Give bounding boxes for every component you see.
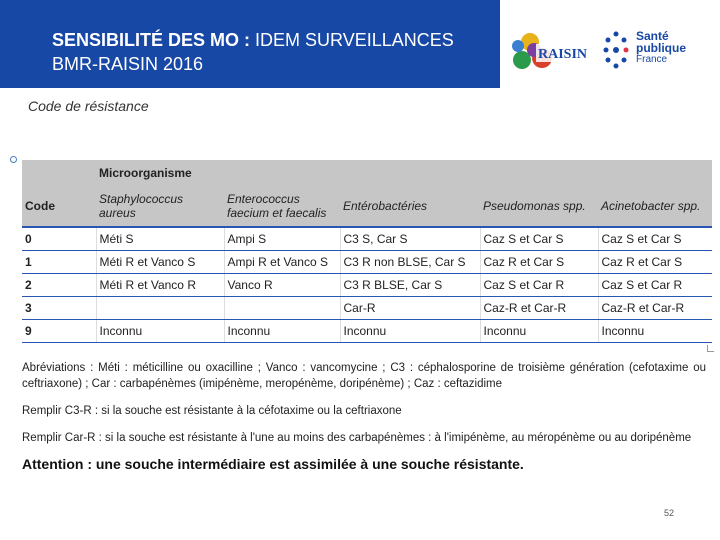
table-cell: Caz R et Car S	[598, 251, 712, 274]
c3r-note: Remplir C3-R : si la souche est résistante à la céfotaxime ou la ceftriaxone	[22, 405, 402, 417]
table-cell: Vanco R	[224, 274, 340, 297]
table-cell: C3 S, Car S	[340, 227, 480, 251]
table-cell: Caz R et Car S	[480, 251, 598, 274]
table-row	[22, 297, 712, 320]
raisin-logo-text: RAISIN	[538, 47, 588, 62]
page-number: 52	[664, 508, 675, 518]
sp-line3: France	[636, 54, 668, 65]
table-cell: Caz S et Car S	[598, 227, 712, 251]
table-cell	[96, 297, 224, 320]
code-cell: 3	[22, 297, 96, 320]
table-row	[22, 274, 712, 297]
code-cell: 2	[22, 274, 96, 297]
table-cell: Méti S	[96, 227, 224, 251]
sp-line2: publique	[636, 41, 686, 55]
table-cell: Inconnu	[96, 320, 224, 343]
table-cell: Ampi S	[224, 227, 340, 251]
slide-header	[0, 0, 720, 90]
abbreviations-note: Abréviations : Méti : méticilline ou oxacilline ; Vanco : vancomycine ; C3 : céphalosporine de troisième génération (cefotaxime ou ceftriaxone) ; Car : carbapénèmes (imipénème, meropénème, doripénème) ; Caz : ceftazidime	[22, 362, 706, 390]
table-cell: Inconnu	[340, 320, 480, 343]
table-cell: Méti R et Vanco S	[96, 251, 224, 274]
subtitle: Code de résistance	[28, 98, 149, 114]
title-line2: BMR-RAISIN 2016	[52, 54, 204, 74]
bullet-icon	[10, 156, 17, 163]
table-cell: Caz-R et Car-R	[480, 297, 598, 320]
table-cell: Caz S et Car S	[480, 227, 598, 251]
header-spacer	[22, 160, 96, 186]
title-rest: IDEM SURVEILLANCES	[250, 30, 454, 50]
col-header: Pseudomonas spp.	[480, 186, 598, 227]
code-cell: 1	[22, 251, 96, 274]
table-cell: Inconnu	[224, 320, 340, 343]
col-header: Staphylococcus aureus	[96, 186, 224, 227]
resistance-code-table	[22, 160, 712, 343]
logos	[500, 0, 720, 88]
microorganisme-header: Microorganisme	[96, 160, 712, 186]
table-row	[22, 251, 712, 274]
code-cell: 0	[22, 227, 96, 251]
table-cell: Méti R et Vanco R	[96, 274, 224, 297]
table-cell: C3 R BLSE, Car S	[340, 274, 480, 297]
table-cell: Caz-R et Car-R	[598, 297, 712, 320]
col-header: Entérobactéries	[340, 186, 480, 227]
header-band	[0, 0, 500, 88]
slide-title	[52, 28, 454, 76]
carr-note: Remplir Car-R : si la souche est résistante à l'une au moins des carbapénèmes : à l'imipénème, au méropénème ou au doripénème	[22, 432, 692, 444]
table-cell: C3 R non BLSE, Car S	[340, 251, 480, 274]
code-header: Code	[22, 186, 96, 227]
code-cell: 9	[22, 320, 96, 343]
sp-line1: Santé	[636, 29, 669, 43]
table-row	[22, 320, 712, 343]
corner-mark	[707, 345, 714, 352]
sante-publique-text	[636, 30, 686, 66]
title-bold: SENSIBILITÉ DES MO :	[52, 30, 251, 50]
attention-note: Attention : une souche intermédiaire est assimilée à une souche résistante.	[22, 456, 524, 472]
table-cell: Inconnu	[480, 320, 598, 343]
col-header: Enterococcus faecium et faecalis	[224, 186, 340, 227]
raisin-logo	[508, 28, 592, 74]
table-cell: Ampi R et Vanco S	[224, 251, 340, 274]
table-cell: Caz S et Car R	[480, 274, 598, 297]
table-cell: Car-R	[340, 297, 480, 320]
col-header: Acinetobacter spp.	[598, 186, 712, 227]
table-cell: Caz S et Car R	[598, 274, 712, 297]
table-cell: Inconnu	[598, 320, 712, 343]
table-cell	[224, 297, 340, 320]
table-row	[22, 227, 712, 251]
